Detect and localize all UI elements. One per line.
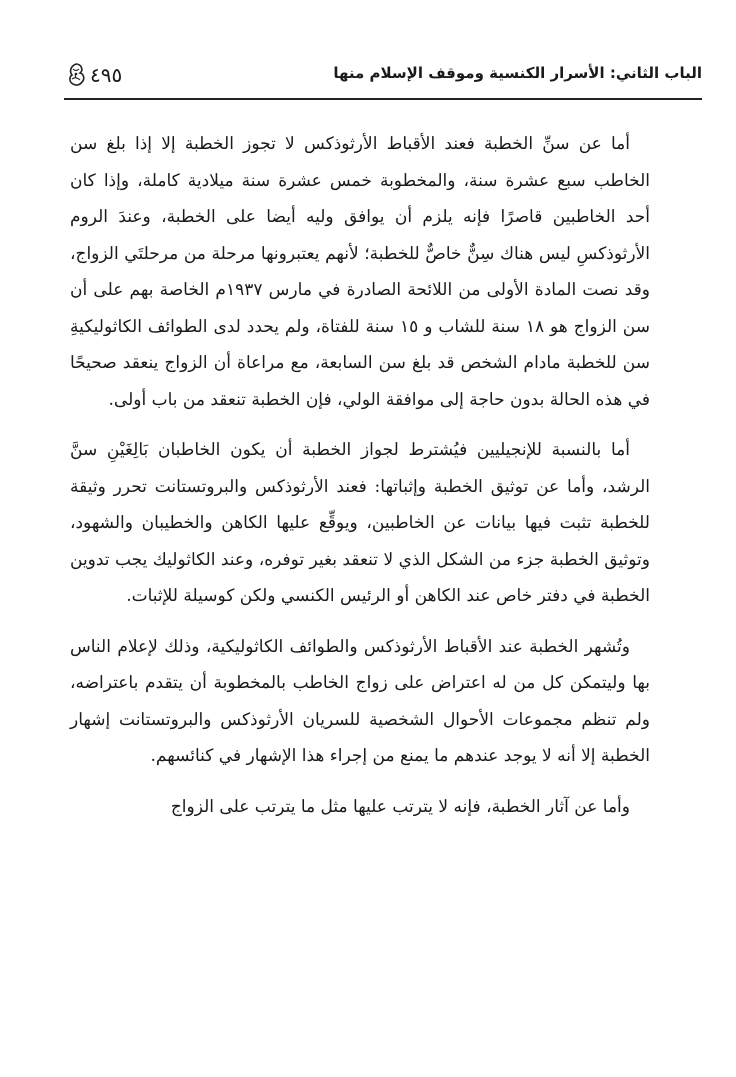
page-number: ٤٩٥ xyxy=(90,63,123,87)
paragraph-4: وأما عن آثار الخطبة، فإنه لا يترتب عليها مثل ما يترتب على الزواج xyxy=(170,796,630,817)
main-text xyxy=(70,126,650,825)
paragraph-1: أما عن سنِّ الخطبة فعند الأقباط الأرثوذكس لا تجوز الخطبة إلا إذا بلغ سن الخاطب سبع عشرة سنة، والمخطوبة خمس عشرة سنة ميلادية كاملة، وإذا كان أحد الخاطبين قاصرًا فإنه يلزم أن يوافق وليه أيضا على الخطبة، وعندَ الروم الأرثوذكسِ ليس هناك سِنٌّ خاصٌّ للخطبة؛ لأنهم يعتبرونها مرحلة من مرحلتَي الزواج، وقد نصت المادة الأولى من اللائحة الصادرة في مارس ١٩٣٧م الخاصة بهم على أن سن الزواج هو ١٨ سنة للشاب و ١٥ سنة للفتاة، ولم يحدد لدى الطوائف الكاثوليكيةِ سن للخطبة مادام الشخص قد بلغ سن السابعة، مع مراعاة أن الزواج ينعقد صحيحًا في هذه الحالة بدون حاجة إلى موافقة الولي، فإن الخطبة تنعقد من باب أولى. xyxy=(70,134,650,410)
paragraph-3: وتُشهر الخطبة عند الأقباط الأرثوذكس والطوائف الكاثوليكية، وذلك لإعلام الناس بها وليتمكن كل من له اعتراض على زواج الخاطب بالمخطوبة أن يتقدم باعتراضه، ولم تنظم مجموعات الأحوال الشخصية للسريان الأرثوذكس والبروتستانت إشهار الخطبة إلا أنه لا يوجد عندهم ما يمنع من إجراء هذا الإشهار في كنائسهم. xyxy=(70,636,650,766)
page-number-group xyxy=(64,58,122,92)
floral-ornament-icon xyxy=(64,61,88,89)
header-divider xyxy=(64,98,702,100)
chapter-title: الباب الثاني: الأسرار الكنسية وموقف الإسلام منها xyxy=(333,64,702,82)
running-header xyxy=(64,58,702,96)
paragraph-2: أما بالنسبة للإنجيليين فيُشترط لجواز الخطبة أن يكون الخاطبان بَالِغَيْنِ سنَّ الرشد، وأما عن توثيق الخطبة وإثباتها: فعند الأرثوذكس والبروتستانت تحرر وثيقة للخطبة تثبت فيها بيانات عن الخاطبين، ويوقِّع عليها الكاهن والخطيبان والشهود، وتوثيق الخطبة جزء من الشكل الذي لا تنعقد بغير توفره، وعند الكاثوليك يجب تدوين الخطبة في دفتر خاص عند الكاهن أو الرئيس الكنسي ولكن كوسيلة للإثبات. xyxy=(70,440,650,606)
